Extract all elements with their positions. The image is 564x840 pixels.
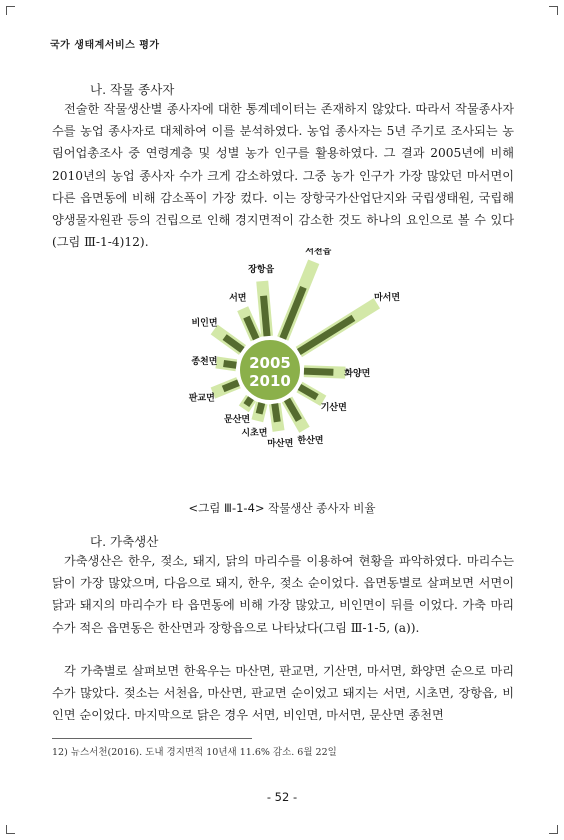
sector-label-6: 마산면 <box>267 438 294 449</box>
crop-mark-bottom-left <box>6 825 15 834</box>
page-number: - 52 - <box>266 790 298 804</box>
crop-mark-bottom-right <box>549 825 558 834</box>
paragraph-livestock-1: 가축생산은 한우, 젖소, 돼지, 닭의 마리수를 이용하여 현황을 파악하였다. 마리수는 닭이 가장 많았으며, 다음으로 돼지, 한우, 젖소 순이었다. 읍면동별로 살펴보면 서면이 닭과 돼지의 마리수가 타 읍면동에 비해 가장 많았고, 비인면이 뒤를 이었다. 가축 마리수가 적은 읍면동은 한산면과 장항읍으로 나타났다(그림 Ⅲ-1-5, (a)). <box>52 554 514 635</box>
figure-caption: <그림 Ⅲ-1-4> 작물생산 종사자 비율 <box>188 501 376 515</box>
sector-label-8: 문산면 <box>224 414 251 425</box>
footnote-rule <box>52 738 252 739</box>
chart-bars <box>211 259 380 432</box>
sector-label-0: 장항읍 <box>248 265 275 276</box>
crop-mark-top-left <box>6 6 15 15</box>
sector-label-4: 기산면 <box>320 402 347 413</box>
sector-label-5: 한산면 <box>297 436 324 447</box>
sector-label-11: 비인면 <box>191 318 218 329</box>
crop-mark-top-right <box>549 6 558 15</box>
year-label-2010: 2010 <box>249 372 291 390</box>
running-header: 국가 생태계서비스 평가 <box>50 40 160 51</box>
bar-2010-서천읍 <box>279 286 306 340</box>
chart-svg <box>105 248 465 480</box>
year-label-2005: 2005 <box>249 354 291 372</box>
sector-label-2: 마서면 <box>373 292 401 303</box>
footnote: 12) 뉴스서천(2016). 도내 경지면적 10년새 11.6% 감소. 6월 22일 <box>52 747 337 758</box>
section-heading-livestock: 다. 가축생산 <box>90 534 159 549</box>
section-heading-crop: 나. 작물 종사자 <box>90 82 175 97</box>
radial-bar-chart <box>105 248 465 480</box>
sector-label-7: 시초면 <box>241 428 268 439</box>
bar-2010-마서면 <box>297 315 355 355</box>
paragraph-livestock-2: 각 가축별로 살펴보면 한육우는 마산면, 판교면, 기산면, 마서면, 화양면 순으로 마리수가 많았다. 젖소는 서천읍, 마산면, 판교면 순이었고 돼지는 서면, 시초면, 장항읍, 비인면 순이었다. 마지막으로 닭은 경우 서면, 비인면, 마서면, 문산면 종천면 <box>52 664 514 723</box>
bar-2010-화양면 <box>304 368 334 376</box>
sector-label-12: 서면 <box>229 293 247 304</box>
sector-label-9: 판교면 <box>188 393 215 404</box>
paragraph-crop: 전술한 작물생산별 종사자에 대한 통계데이터는 존재하지 않았다. 따라서 작물종사자 수를 농업 종사자로 대체하여 이를 분석하였다. 농업 종사자는 5년 주기로 조사되는 농림어업총조사 중 연령계층 및 성별 농가 인구를 활용하였다. 그 결과 2005년에 비해 2010년의 농업 종사자 수가 크게 감소하였다. 그중 농가 인구가 가장 많았던 마서면이 다른 읍면동에 비해 감소폭이 가장 컸다. 이는 장항국가산업단지와 국립생태원, 국립해양생물자원관 등의 건립으로 인해 경지면적이 감소한 것도 하나의 요인으로 볼 수 있다(그림 Ⅲ-1-4)12). <box>52 102 514 250</box>
sector-label-10: 종천면 <box>191 356 218 367</box>
sector-label-1: 서천읍 <box>305 248 332 257</box>
sector-label-3: 화양면 <box>344 369 371 380</box>
